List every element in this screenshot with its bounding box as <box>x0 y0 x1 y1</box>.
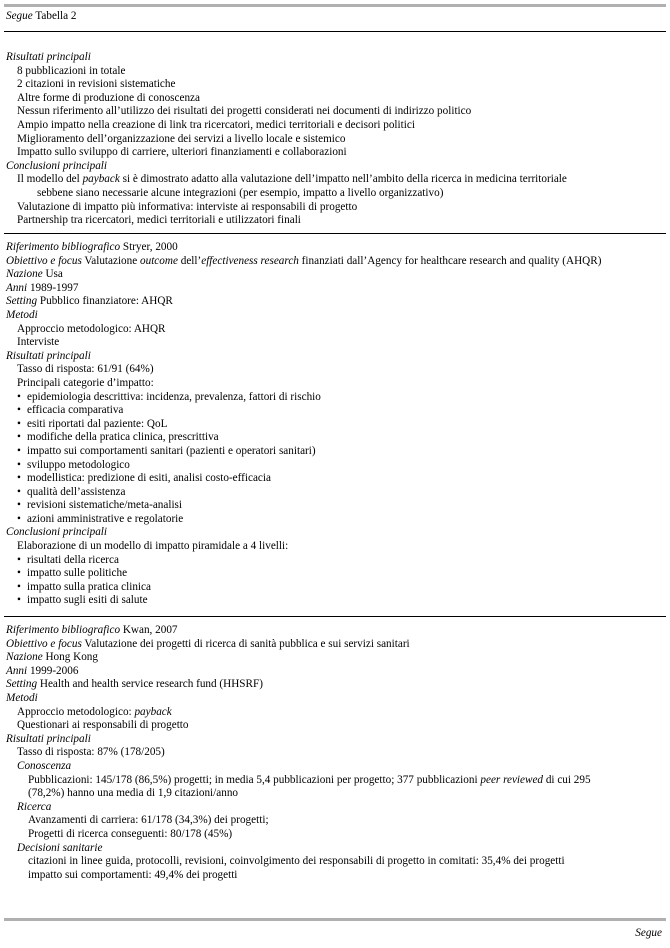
footer-segue: Segue <box>635 927 662 939</box>
ricerca-item: Avanzamenti di carriera: 61/178 (34,3%) dei progetti; <box>28 814 269 827</box>
caption-segue: Segue <box>6 10 33 22</box>
risultato-item: Miglioramento dell’organizzazione dei servizi a livello locale e sistemico <box>17 132 346 145</box>
risultato-item: Tasso di risposta: 61/91 (64%) <box>17 363 154 376</box>
bullet-item: • esiti riportati dal paziente: QoL <box>17 417 168 430</box>
risultato-item: Altre forme di produzione di conoscenza <box>17 91 200 104</box>
top-rule <box>4 4 666 7</box>
heading-metodi: Metodi <box>6 308 38 321</box>
bullet-item: • sviluppo metodologico <box>17 458 130 471</box>
section-rule <box>4 233 666 234</box>
risultato-item: 2 citazioni in revisioni sistematiche <box>17 78 176 91</box>
metodo-item: Approccio metodologico: AHQR <box>17 322 166 335</box>
obiettivo-row: Obiettivo e focus Valutazione dei progetti di ricerca di sanità pubblica e sui servizi sanitari <box>6 637 410 650</box>
ricerca-item: Progetti di ricerca conseguenti: 80/178 (45%) <box>28 827 233 840</box>
anni-row: Anni 1989-1997 <box>6 281 79 294</box>
bullet-item: • efficacia comparativa <box>17 404 124 417</box>
bullet-item: • azioni amministrative e regolatorie <box>17 512 184 525</box>
nazione-row: Nazione Usa <box>6 268 63 281</box>
obiettivo-row: Obiettivo e focus Valutazione outcome dell’effectiveness research finanziati dall’Agency for healthcare research and quality (AHQR) <box>6 254 602 267</box>
bullet-item: • impatto sulle politiche <box>17 567 128 580</box>
heading-metodi: Metodi <box>6 691 38 704</box>
risultato-item: Impatto sullo sviluppo di carriere, ulteriori finanziamenti e collaborazioni <box>17 146 347 159</box>
conclusione-item: Valutazione di impatto più informativa: interviste ai responsabili di progetto <box>17 200 358 213</box>
conoscenza-continuation: (78,2%) hanno una media di 1,9 citazioni/anno <box>28 787 239 800</box>
table-caption <box>6 10 76 24</box>
nazione-row: Nazione Hong Kong <box>6 651 98 664</box>
decisioni-item: citazioni in linee guida, protocolli, revisioni, coinvolgimento dei responsabili di progetto in comitati: 35,4% dei progetti <box>28 855 565 868</box>
metodo-item: Interviste <box>17 336 60 349</box>
heading-conclusioni: Conclusioni principali <box>6 159 107 172</box>
conoscenza-item: Pubblicazioni: 145/178 (86,5%) progetti; in media 5,4 pubblicazioni per progetto; 377 pubblicazioni peer reviewed di cui 295 <box>28 773 591 786</box>
header-rule <box>4 31 666 32</box>
heading-risultati: Risultati principali <box>6 349 91 362</box>
bullet-item: • epidemiologia descrittiva: incidenza, prevalenza, fattori di rischio <box>17 390 321 403</box>
heading-conclusioni: Conclusioni principali <box>6 526 107 539</box>
bullet-item: • qualità dell’assistenza <box>17 485 126 498</box>
anni-row: Anni 1999-2006 <box>6 664 79 677</box>
bullet-item: • revisioni sistematiche/meta-analisi <box>17 499 183 512</box>
subheading-ricerca: Ricerca <box>17 800 52 813</box>
risultato-item: Ampio impatto nella creazione di link tra ricercatori, medici territoriali e decisori politici <box>17 118 415 131</box>
caption-label: Tabella 2 <box>35 10 77 22</box>
bullet-item: • modellistica: predizione di esiti, analisi costo-efficacia <box>17 472 271 485</box>
riferimento-row: Riferimento bibliografico Stryer, 2000 <box>6 241 178 253</box>
heading-risultati: Risultati principali <box>6 732 91 745</box>
setting-row: Setting Pubblico finanziatore: AHQR <box>6 295 173 308</box>
risultato-item: Principali categorie d’impatto: <box>17 376 154 389</box>
decisioni-item: impatto sui comportamenti: 49,4% dei progetti <box>28 868 238 881</box>
risultato-item: 8 pubblicazioni in totale <box>17 64 126 77</box>
setting-row: Setting Health and health service research fund (HHSRF) <box>6 678 263 691</box>
bullet-item: • impatto sugli esiti di salute <box>17 594 148 607</box>
section-continued <box>6 51 662 228</box>
section-stryer <box>6 241 662 608</box>
conclusione-item: Il modello del payback si è dimostrato adatto alla valutazione dell’impatto nell’ambito della ricerca in medicina territoriale <box>17 173 567 186</box>
conclusione-item: Elaborazione di un modello di impatto piramidale a 4 livelli: <box>17 540 289 553</box>
section-rule <box>4 616 666 617</box>
bullet-item: • impatto sui comportamenti sanitari (pazienti e operatori sanitari) <box>17 444 316 457</box>
metodo-item: Questionari ai responsabili di progetto <box>17 719 189 732</box>
bottom-rule <box>4 918 666 921</box>
bullet-item: • impatto sulla pratica clinica <box>17 580 151 593</box>
conclusione-continuation: sebbene siano necessarie alcune integrazioni (per esempio, impatto a livello organizzativo) <box>37 186 444 199</box>
risultato-item: Nessun riferimento all’utilizzo dei risultati dei progetti considerati nei documenti di indirizzo politico <box>17 105 472 118</box>
bullet-item: • risultati della ricerca <box>17 553 119 566</box>
metodo-item: Approccio metodologico: payback <box>17 705 172 718</box>
heading-risultati: Risultati principali <box>6 51 91 63</box>
subheading-decisioni: Decisioni sanitarie <box>17 841 103 854</box>
subheading-conoscenza: Conoscenza <box>17 759 72 772</box>
bullet-item: • modifiche della pratica clinica, prescrittiva <box>17 431 219 444</box>
section-kwan <box>6 624 662 882</box>
conclusione-item: Partnership tra ricercatori, medici territoriali e utilizzatori finali <box>17 214 301 227</box>
riferimento-row: Riferimento bibliografico Kwan, 2007 <box>6 624 178 636</box>
risultato-item: Tasso di risposta: 87% (178/205) <box>17 746 165 759</box>
